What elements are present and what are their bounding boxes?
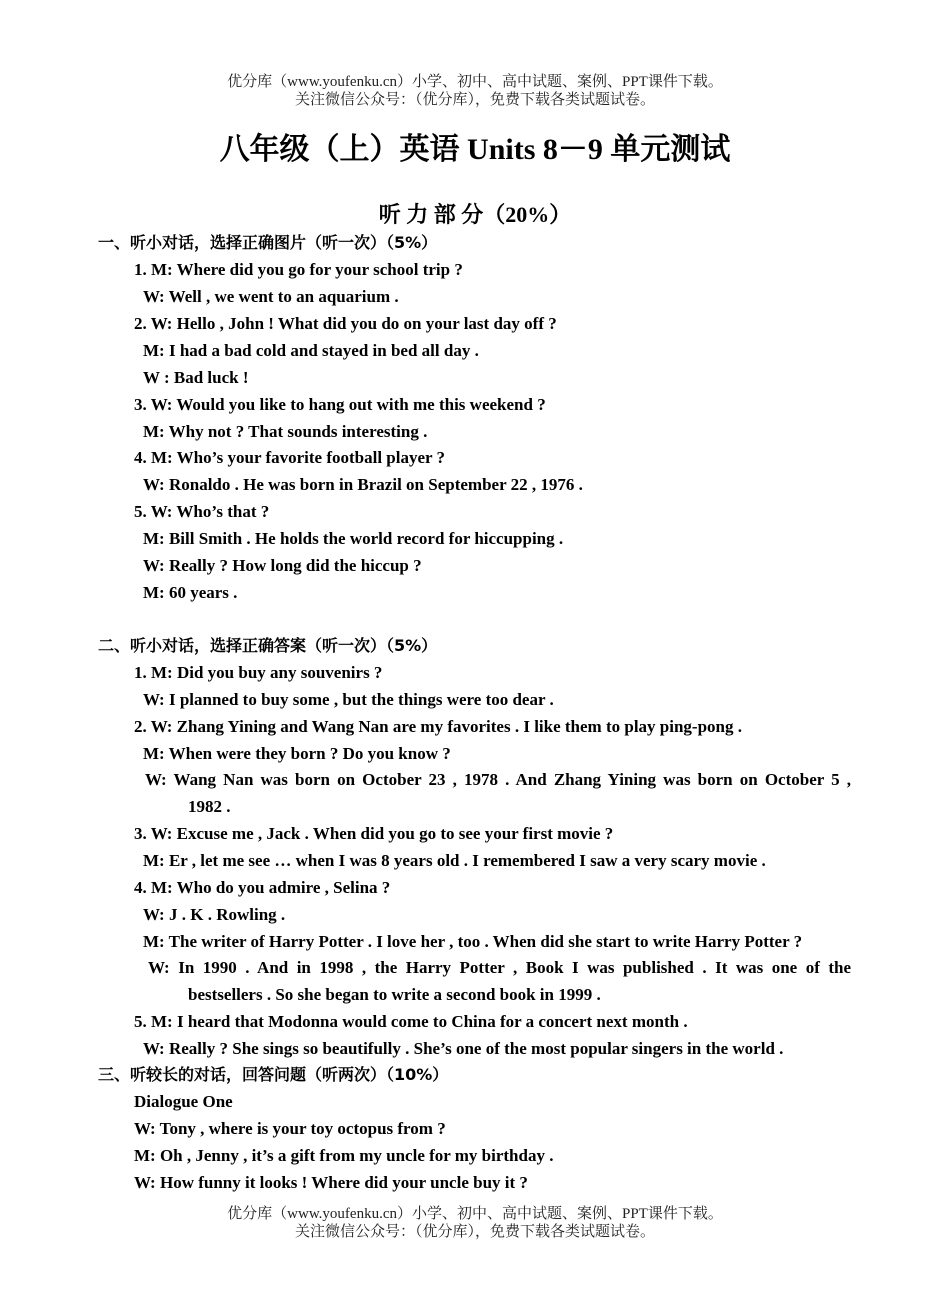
dialogue-line: W: Well , we went to an aquarium .: [143, 287, 399, 306]
dialogue-line: W : Bad luck !: [143, 368, 249, 387]
dialogue-line: M: Why not ? That sounds interesting .: [143, 422, 428, 441]
section-2-heading: 二、听小对话，选择正确答案（听一次）（5%）: [98, 636, 438, 655]
dialogue-line: W: Wang Nan was born on October 23 , 1978 . And Zhang Yining was born on October 5 ,: [145, 770, 851, 789]
page-footer: [0, 1205, 950, 1241]
footer-line-1: 优分库（www.youfenku.cn）小学、初中、高中试题、案例、PPT课件下载。: [227, 1206, 723, 1222]
dialogue-line: M: Bill Smith . He holds the world record for hiccupping .: [143, 529, 564, 548]
document-title: 八年级（上）英语 Units 8－9 单元测试: [219, 133, 731, 166]
dialogue-line: M: When were they born ? Do you know ?: [143, 744, 451, 763]
dialogue-line: M: Oh , Jenny , it’s a gift from my uncle for my birthday .: [134, 1146, 554, 1165]
dialogue-line: M: I had a bad cold and stayed in bed all day .: [143, 341, 479, 360]
header-line-2: 关注微信公众号：（优分库），免费下载各类试题试卷。: [294, 92, 655, 108]
dialogue-line: W: I planned to buy some , but the things were too dear .: [143, 690, 554, 709]
dialogue-line: W: Really ? How long did the hiccup ?: [143, 556, 422, 575]
dialogue-line: W: Tony , where is your toy octopus from ?: [134, 1119, 446, 1138]
section-3-heading: 三、听较长的对话，回答问题（听两次）（10%）: [98, 1065, 449, 1084]
section-1-heading: 一、听小对话，选择正确图片（听一次）（5%）: [98, 233, 438, 252]
dialogue-line: W: J . K . Rowling .: [143, 905, 286, 924]
dialogue-line-continued: 1982 .: [188, 797, 231, 816]
dialogue-line: W: Really ? She sings so beautifully . She’s one of the most popular singers in the world .: [143, 1039, 784, 1058]
section-part-title: 听 力 部 分（20%）: [378, 202, 572, 227]
dialogue-line: 4. M: Who do you admire , Selina ?: [134, 878, 391, 897]
dialogue-line: 3. W: Excuse me , Jack . When did you go to see your first movie ?: [134, 824, 614, 843]
dialogue-line: M: 60 years .: [143, 583, 238, 602]
dialogue-line: W: In 1990 . And in 1998 , the Harry Potter , Book I was published . It was one of the: [148, 958, 851, 977]
dialogue-line: 5. W: Who’s that ?: [134, 502, 270, 521]
dialogue-line: 5. M: I heard that Modonna would come to China for a concert next month .: [134, 1012, 688, 1031]
footer-line-2: 关注微信公众号：（优分库），免费下载各类试题试卷。: [294, 1224, 655, 1240]
header-line-1: 优分库（www.youfenku.cn）小学、初中、高中试题、案例、PPT课件下载。: [227, 74, 723, 90]
dialogue-line: 2. W: Zhang Yining and Wang Nan are my favorites . I like them to play ping-pong .: [134, 717, 743, 736]
dialogue-line: 1. M: Where did you go for your school trip ?: [134, 260, 463, 279]
dialogue-line: W: Ronaldo . He was born in Brazil on September 22 , 1976 .: [143, 475, 583, 494]
dialogue-line: W: How funny it looks ! Where did your uncle buy it ?: [134, 1173, 528, 1192]
dialogue-line: 3. W: Would you like to hang out with me this weekend ?: [134, 395, 546, 414]
page-header: [0, 73, 950, 109]
dialogue-line: 1. M: Did you buy any souvenirs ?: [134, 663, 383, 682]
dialogue-line: M: The writer of Harry Potter . I love her , too . When did she start to write Harry Potter ?: [143, 932, 803, 951]
dialogue-line: 2. W: Hello , John ! What did you do on your last day off ?: [134, 314, 557, 333]
dialogue-line-continued: bestsellers . So she began to write a second book in 1999 .: [188, 985, 601, 1004]
dialogue-line: 4. M: Who’s your favorite football player ?: [134, 448, 446, 467]
dialogue-line: M: Er , let me see … when I was 8 years old . I remembered I saw a very scary movie .: [143, 851, 766, 870]
dialogue-title: Dialogue One: [134, 1092, 233, 1111]
